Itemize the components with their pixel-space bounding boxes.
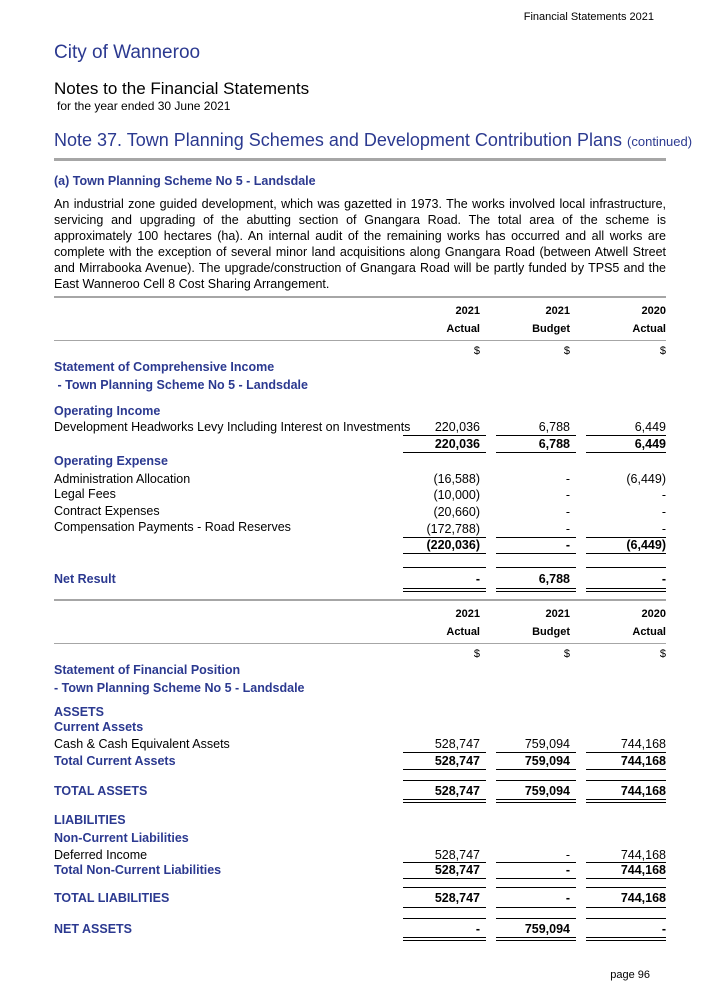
col1-currency: $ <box>473 648 480 660</box>
operating-income-heading <box>0 404 706 421</box>
col2-currency: $ <box>563 648 570 660</box>
net-result-label: Net Result <box>54 572 116 586</box>
rule <box>496 780 576 781</box>
document-title: Financial Statements 2021 <box>523 11 654 23</box>
row-value-col1: 220,036 <box>434 420 480 434</box>
rule <box>496 769 576 770</box>
rule <box>496 918 576 919</box>
row-label: Deferred Income <box>54 848 148 862</box>
income-subtitle-label: - Town Planning Scheme No 5 - Landsdale <box>54 378 308 392</box>
net-result-row <box>0 572 706 589</box>
row-value-col3: - <box>661 505 666 519</box>
row-value-col3: 6,449 <box>634 420 666 434</box>
row-value-col3: - <box>661 522 666 536</box>
row-label: NET ASSETS <box>54 922 133 936</box>
note-title-text: Note 37. Town Planning Schemes and Development Contribution Plans <box>54 130 623 150</box>
row-value-col3: 744,168 <box>620 891 666 905</box>
row-label: Contract Expenses <box>54 504 160 518</box>
operating-income-label: Operating Income <box>54 404 161 418</box>
noncurrent-liabilities-heading <box>0 831 706 848</box>
col2-type: Budget <box>532 323 570 335</box>
income-statement-subtitle <box>0 378 706 395</box>
col3-type: Actual <box>632 626 666 638</box>
row-label: Cash & Cash Equivalent Assets <box>54 737 230 751</box>
rule <box>496 567 576 568</box>
rule <box>586 553 666 554</box>
income-statement-title <box>0 360 706 377</box>
row-value-col2: - <box>565 522 570 536</box>
row-value-col3: (6,449) <box>626 472 666 486</box>
rule <box>403 878 486 879</box>
rule <box>586 752 666 753</box>
rule <box>403 769 486 770</box>
row-label: Total Current Assets <box>54 754 176 768</box>
table-row <box>0 504 706 521</box>
table2-top-divider <box>54 599 666 601</box>
col1-currency: $ <box>473 345 480 357</box>
row-value-col2: - <box>565 848 570 862</box>
current-assets-heading <box>0 720 706 737</box>
total-col2: - <box>565 538 570 552</box>
rule <box>403 752 486 753</box>
title-divider <box>54 158 666 161</box>
rule <box>586 567 666 568</box>
rule <box>586 769 666 770</box>
rule <box>403 887 486 888</box>
col2-type: Budget <box>532 626 570 638</box>
row-value-col1: - <box>475 922 480 936</box>
row-value-col1: 528,747 <box>434 891 480 905</box>
total-liabilities-row <box>0 891 706 908</box>
row-value-col3: 744,168 <box>620 737 666 751</box>
total-col3: 6,449 <box>634 437 666 451</box>
total-col2: 6,788 <box>538 437 570 451</box>
liabilities-heading <box>0 813 706 830</box>
rule <box>496 878 576 879</box>
row-value-col1: (10,000) <box>433 488 480 502</box>
note-title <box>54 130 692 151</box>
rule <box>496 887 576 888</box>
table1-top-divider <box>54 296 666 298</box>
noncurrent-liabilities-label: Non-Current Liabilities <box>54 831 189 845</box>
row-value-col2: - <box>565 505 570 519</box>
operating-expense-label: Operating Expense <box>54 454 168 468</box>
row-label: Development Headworks Levy Including Interest on Investments <box>54 420 411 434</box>
rule <box>496 752 576 753</box>
row-label: TOTAL LIABILITIES <box>54 891 170 905</box>
rule <box>586 918 666 919</box>
double-rule <box>586 799 666 803</box>
row-value-col2: 6,788 <box>538 420 570 434</box>
double-rule <box>586 937 666 941</box>
row-value-col1: (16,588) <box>433 472 480 486</box>
double-rule <box>403 799 486 803</box>
table1-header-divider <box>54 340 666 341</box>
rule <box>403 780 486 781</box>
rule <box>403 452 486 453</box>
row-value-col2: - <box>565 891 570 905</box>
table-row <box>0 487 706 504</box>
row-value-col3: - <box>661 922 666 936</box>
rule <box>403 553 486 554</box>
row-value-col2: 759,094 <box>524 754 570 768</box>
row-value-col2: - <box>565 488 570 502</box>
double-rule <box>403 937 486 941</box>
row-value-col3: 744,168 <box>620 754 666 768</box>
total-col1: 220,036 <box>434 437 480 451</box>
double-rule <box>586 588 666 592</box>
rule <box>496 553 576 554</box>
total-col1: (220,036) <box>426 538 480 552</box>
row-label: Compensation Payments - Road Reserves <box>54 520 291 534</box>
row-label: Total Non-Current Liabilities <box>54 863 222 877</box>
position-statement-title <box>0 663 706 680</box>
rule <box>496 907 576 908</box>
double-rule <box>496 588 576 592</box>
col2-year: 2021 <box>545 305 570 317</box>
table-row <box>0 520 706 537</box>
col1-year: 2021 <box>455 608 480 620</box>
row-value-col1: (172,788) <box>426 522 480 536</box>
position-statement-subtitle <box>0 681 706 698</box>
table1-year-header <box>0 305 706 322</box>
table1-type-header <box>0 323 706 340</box>
net-result-col1: - <box>475 572 480 586</box>
row-value-col3: 744,168 <box>620 863 666 877</box>
table2-year-header <box>0 608 706 625</box>
rule <box>403 918 486 919</box>
row-value-col2: 759,094 <box>524 737 570 751</box>
rule <box>586 435 666 436</box>
city-name: City of Wanneroo <box>54 42 201 63</box>
scheme-subheading: (a) Town Planning Scheme No 5 - Landsdale <box>54 174 316 188</box>
operating-expense-heading <box>0 454 706 471</box>
col1-type: Actual <box>446 323 480 335</box>
table2-type-header <box>0 626 706 643</box>
rule <box>586 878 666 879</box>
total-col3: (6,449) <box>626 538 666 552</box>
col3-year: 2020 <box>641 608 666 620</box>
row-value-col3: 744,168 <box>620 784 666 798</box>
row-value-col3: - <box>661 488 666 502</box>
rule <box>496 435 576 436</box>
row-value-col1: 528,747 <box>434 863 480 877</box>
row-label: Legal Fees <box>54 487 116 501</box>
rule <box>403 907 486 908</box>
section-title: Notes to the Financial Statements <box>54 79 310 98</box>
col2-currency: $ <box>563 345 570 357</box>
row-value-col2: 759,094 <box>524 784 570 798</box>
row-value-col2: 759,094 <box>524 922 570 936</box>
row-value-col2: - <box>565 863 570 877</box>
period-subtitle: for the year ended 30 June 2021 <box>57 99 231 113</box>
row-label: Administration Allocation <box>54 472 191 486</box>
row-value-col2: - <box>565 472 570 486</box>
table2-header-divider <box>54 643 666 644</box>
rule <box>586 907 666 908</box>
net-result-col3: - <box>661 572 666 586</box>
rule <box>586 887 666 888</box>
row-value-col1: 528,747 <box>434 784 480 798</box>
rule <box>496 452 576 453</box>
note-continued: (continued) <box>627 134 693 149</box>
current-assets-label: Current Assets <box>54 720 144 734</box>
row-value-col1: 528,747 <box>434 737 480 751</box>
position-subtitle-label: - Town Planning Scheme No 5 - Landsdale <box>54 681 305 695</box>
row-value-col1: 528,747 <box>434 848 480 862</box>
position-title-label: Statement of Financial Position <box>54 663 241 677</box>
double-rule <box>496 799 576 803</box>
rule <box>403 567 486 568</box>
liabilities-label: LIABILITIES <box>54 813 126 827</box>
col3-currency: $ <box>659 345 666 357</box>
double-rule <box>496 937 576 941</box>
row-value-col1: 528,747 <box>434 754 480 768</box>
row-value-col3: 744,168 <box>620 848 666 862</box>
page-number: page 96 <box>610 969 650 981</box>
col3-type: Actual <box>632 323 666 335</box>
col3-currency: $ <box>659 648 666 660</box>
rule <box>586 452 666 453</box>
col1-type: Actual <box>446 626 480 638</box>
col1-year: 2021 <box>455 305 480 317</box>
income-title-label: Statement of Comprehensive Income <box>54 360 275 374</box>
col2-year: 2021 <box>545 608 570 620</box>
assets-label: ASSETS <box>54 705 105 719</box>
rule <box>586 780 666 781</box>
double-rule <box>403 588 486 592</box>
rule <box>403 435 486 436</box>
scheme-description: An industrial zone guided development, which was gazetted in 1973. The works involved local infrastructure, servicing and upgrading of the abutting section of Gnangara Road. The total area of the scheme is approximately 100 hectares (ha). An internal audit of the remaining works has occurred and all works are complete with the exception of several minor land acquisitions along Gnangara Road (between Atwell Street and Mirrabooka Avenue). The upgrade/construction of Gnangara Road will be partly funded by TPS5 and the East Wanneroo Cell 8 Cost Sharing Arrangement. <box>54 197 666 292</box>
net-result-col2: 6,788 <box>538 572 570 586</box>
row-value-col1: (20,660) <box>433 505 480 519</box>
row-label: TOTAL ASSETS <box>54 784 148 798</box>
col3-year: 2020 <box>641 305 666 317</box>
